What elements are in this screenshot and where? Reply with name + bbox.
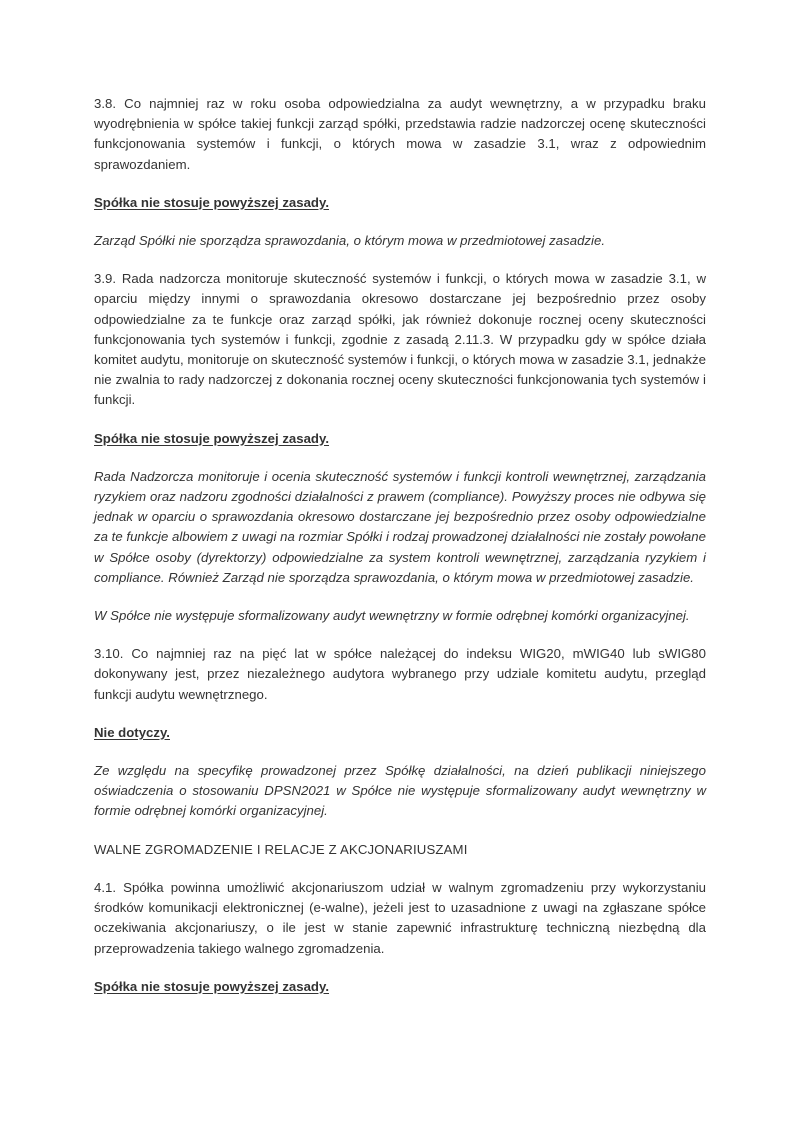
paragraph-principle-3-10: 3.10. Co najmniej raz na pięć lat w spółce należącej do indeksu WIG20, mWIG40 lub sWIG80 dokonywany jest, przez niezależnego audytora wybranego przy udziale komitetu audytu, przegląd funkcji audytu wewnętrznego.	[94, 646, 706, 702]
status-heading-3-8: Spółka nie stosuje powyższej zasady.	[94, 194, 330, 210]
paragraph-principle-3-9: 3.9. Rada nadzorcza monitoruje skuteczność systemów i funkcji, o których mowa w zasadzie 3.1, w oparciu między innymi o sprawozdania okresowo dostarczane jej bezpośrednio przez osoby odpowiedzialne za te funkcje oraz zarząd spółki, jak również dokonuje rocznej oceny skuteczności funkcjonowania tych systemów i funkcji, zgodnie z zasadą 2.11.3. W przypadku gdy w spółce działa komitet audytu, monitoruje on skuteczność systemów i funkcji, o których mowa w zasadzie 3.1, jednakże nie zwalnia to rady nadzorczej z dokonania rocznej oceny skuteczności funkcjonowania tych systemów i funkcji.	[94, 271, 706, 408]
status-heading-3-10: Nie dotyczy.	[94, 724, 170, 740]
paragraph-comment-3-9-b: W Spółce nie występuje sformalizowany audyt wewnętrzny w formie odrębnej komórki organizacyjnej.	[94, 608, 690, 624]
status-heading-4-1: Spółka nie stosuje powyższej zasady.	[94, 978, 330, 994]
paragraph-principle-4-1: 4.1. Spółka powinna umożliwić akcjonariuszom udział w walnym zgromadzeniu przy wykorzystaniu środków komunikacji elektronicznej (e-walne), jeżeli jest to uzasadnione z uwagi na zgłaszane spółce oczekiwania akcjonariuszy, o ile jest w stanie zapewnić infrastrukturę techniczną niezbędną dla przeprowadzenia takiego walnego zgromadzenia.	[94, 879, 706, 956]
paragraph-principle-3-8: 3.8. Co najmniej raz w roku osoba odpowiedzialna za audyt wewnętrzny, a w przypadku braku wyodrębnienia w spółce takiej funkcji zarząd spółki, przedstawia radzie nadzorczej ocenę skuteczności funkcjonowania systemów i funkcji, o których mowa w zasadzie 3.1, wraz z odpowiednim sprawozdaniem.	[94, 96, 706, 172]
status-heading-3-9: Spółka nie stosuje powyższej zasady.	[94, 430, 330, 446]
paragraph-comment-3-10: Ze względu na specyfikę prowadzonej przez Spółkę działalności, na dzień publikacji niniejszego oświadczenia o stosowaniu DPSN2021 w Spółce nie występuje sformalizowany audyt wewnętrzny w formie odrębnej komórki organizacyjnej.	[94, 763, 706, 819]
paragraph-comment-3-9-a: Rada Nadzorcza monitoruje i ocenia skuteczność systemów i funkcji kontroli wewnętrznej, zarządzania ryzykiem oraz nadzoru zgodności działalności z prawem (compliance). Powyższy proces nie odbywa się jednak w oparciu o sprawozdania okresowo dostarczane jej bezpośrednio przez osoby odpowiedzialne za te funkcje albowiem z uwagi na rozmiar Spółki i rodzaj prowadzonej działalności nie zostały powołane w Spółce osoby (dyrektorzy) odpowiedzialne za system kontroli wewnętrznej, zarządzania ryzykiem i compliance. Również Zarząd nie sporządza sprawozdania, o którym mowa w przedmiotowej zasadzie.	[94, 468, 706, 585]
section-title-walne-zgromadzenie: WALNE ZGROMADZENIE I RELACJE Z AKCJONARIUSZAMI	[94, 841, 468, 857]
paragraph-comment-3-8: Zarząd Spółki nie sporządza sprawozdania, o którym mowa w przedmiotowej zasadzie.	[94, 233, 606, 249]
document-content	[94, 94, 706, 997]
